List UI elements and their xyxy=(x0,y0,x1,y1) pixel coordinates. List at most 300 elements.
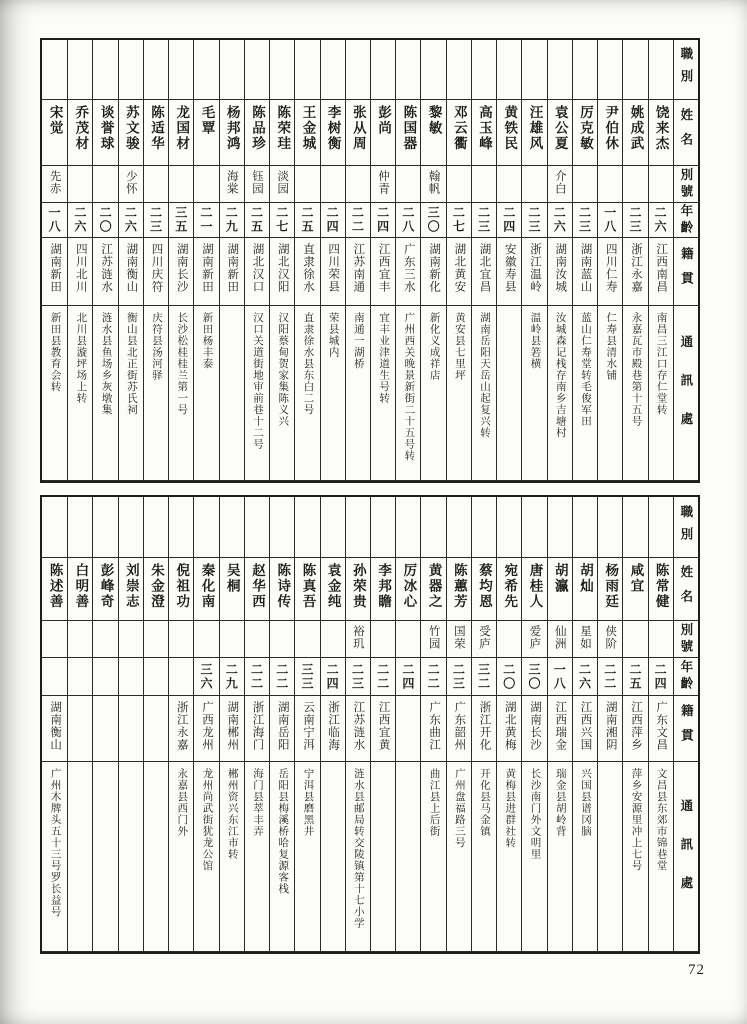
name-cell-text: 邓云衢 xyxy=(451,105,467,152)
age-cell xyxy=(395,658,420,696)
name-cell xyxy=(193,558,218,621)
address-cell-text: 瑞金县胡岭背 xyxy=(554,768,566,837)
age-cell-text: 二三 xyxy=(476,206,491,234)
origin-cell-text: 湖南蓝山 xyxy=(579,243,592,293)
origin-cell xyxy=(244,238,269,306)
name-cell xyxy=(92,100,117,166)
alias-cell xyxy=(143,621,168,658)
origin-cell xyxy=(193,696,218,762)
alias-cell-text: 淡园 xyxy=(276,170,289,195)
address-cell xyxy=(168,306,193,481)
origin-cell-text: 江苏涟水 xyxy=(100,243,113,293)
alias-cell-text: 翰帆 xyxy=(427,170,440,195)
age-cell-text: 二三 xyxy=(577,206,592,234)
job-cell xyxy=(219,497,244,558)
age-cell xyxy=(92,658,117,696)
age-cell xyxy=(294,203,319,238)
alias-cell xyxy=(193,166,218,203)
name-cell-text: 饶来杰 xyxy=(653,105,669,152)
origin-cell xyxy=(168,696,193,762)
age-cell xyxy=(572,203,597,238)
name-cell-text: 陈述善 xyxy=(47,563,63,610)
age-cell xyxy=(67,658,92,696)
alias-cell xyxy=(92,621,117,658)
job-cell xyxy=(420,497,445,558)
name-cell xyxy=(446,558,471,621)
age-cell xyxy=(370,203,395,238)
origin-cell-text: 湖南岳阳 xyxy=(276,701,289,751)
address-cell xyxy=(648,306,673,481)
origin-cell-text: 江西瑞金 xyxy=(554,701,567,751)
name-cell-text: 杨雨廷 xyxy=(603,563,619,610)
origin-cell-text: 江苏涟水 xyxy=(352,701,365,751)
origin-cell xyxy=(496,238,521,306)
origin-cell xyxy=(168,238,193,306)
address-cell-text: 兴国县谱冈脑 xyxy=(579,768,591,837)
name-cell-text: 尹伯休 xyxy=(603,105,619,152)
address-cell-text: 新化义成祥店 xyxy=(428,312,440,381)
row-header-name xyxy=(673,558,698,621)
name-cell xyxy=(395,558,420,621)
name-cell xyxy=(471,100,496,166)
origin-cell-text: 广东曲江 xyxy=(428,701,441,751)
address-cell-text: 黄梅县进群社转 xyxy=(504,768,516,849)
job-cell xyxy=(294,497,319,558)
alias-cell xyxy=(244,621,269,658)
name-cell xyxy=(496,558,521,621)
address-cell xyxy=(219,762,244,952)
name-cell xyxy=(219,558,244,621)
age-cell xyxy=(572,658,597,696)
alias-cell-text: 裕玑 xyxy=(351,625,364,650)
job-cell xyxy=(446,497,471,558)
age-cell xyxy=(269,203,294,238)
alias-cell xyxy=(345,621,370,658)
age-cell xyxy=(471,203,496,238)
job-cell xyxy=(521,497,546,558)
name-cell xyxy=(471,558,496,621)
alias-cell xyxy=(622,621,647,658)
origin-cell xyxy=(118,696,143,762)
alias-cell xyxy=(320,166,345,203)
origin-cell xyxy=(521,238,546,306)
age-cell-text: 二六 xyxy=(577,662,592,691)
name-cell-text: 咸宜 xyxy=(628,563,644,594)
origin-cell xyxy=(648,238,673,306)
name-cell-text: 厉冰心 xyxy=(401,563,417,610)
name-cell xyxy=(370,100,395,166)
origin-cell-text: 广东三水 xyxy=(402,243,415,293)
address-cell-text: 北川县漩坪场上转 xyxy=(75,312,87,404)
name-cell xyxy=(420,558,445,621)
age-cell xyxy=(345,203,370,238)
origin-cell-text: 湖北黄梅 xyxy=(503,701,516,751)
name-cell xyxy=(269,100,294,166)
origin-cell xyxy=(395,696,420,762)
alias-cell xyxy=(42,166,67,203)
address-cell-text: 黄安县七里坪 xyxy=(453,312,465,381)
origin-cell xyxy=(572,696,597,762)
name-cell-text: 黄铁民 xyxy=(502,105,518,152)
name-cell xyxy=(521,100,546,166)
row-header-job xyxy=(673,497,698,558)
age-cell xyxy=(118,203,143,238)
address-cell xyxy=(67,762,92,952)
age-cell xyxy=(244,203,269,238)
address-cell xyxy=(92,306,117,481)
job-cell xyxy=(244,497,269,558)
address-cell xyxy=(471,762,496,952)
alias-cell xyxy=(294,166,319,203)
age-cell xyxy=(446,658,471,696)
job-cell xyxy=(471,40,496,100)
origin-cell-text: 湖南衡山 xyxy=(125,243,138,293)
age-cell xyxy=(420,658,445,696)
age-cell-text: 二七 xyxy=(451,206,466,234)
job-cell xyxy=(193,40,218,100)
address-cell xyxy=(67,306,92,481)
name-cell xyxy=(622,558,647,621)
age-cell-text: 三〇 xyxy=(527,662,542,691)
row-header-age xyxy=(673,658,698,696)
age-cell xyxy=(168,203,193,238)
job-cell xyxy=(622,40,647,100)
name-cell-text: 宛希先 xyxy=(502,563,518,610)
age-cell xyxy=(420,203,445,238)
alias-cell-text: 先赤 xyxy=(48,170,61,195)
name-cell-text: 袁金纯 xyxy=(325,563,341,610)
name-cell xyxy=(572,100,597,166)
address-cell-text: 龙州尚武街犹龙公馆 xyxy=(201,768,213,872)
origin-cell xyxy=(496,696,521,762)
address-cell-text: 永嘉瓦市殿巷第十五号 xyxy=(630,312,642,427)
address-cell-text: 海门县萃丰弄 xyxy=(251,768,263,837)
alias-cell xyxy=(521,166,546,203)
name-cell xyxy=(168,100,193,166)
name-cell-text: 黄器之 xyxy=(426,563,442,610)
origin-cell xyxy=(118,238,143,306)
address-cell xyxy=(420,762,445,952)
origin-cell xyxy=(446,696,471,762)
age-cell-text: 三〇 xyxy=(426,206,441,234)
address-cell xyxy=(471,306,496,481)
age-cell-text: 二三 xyxy=(350,662,365,691)
name-cell-text: 朱金澄 xyxy=(149,563,165,610)
row-header-address xyxy=(673,762,698,952)
age-cell xyxy=(294,658,319,696)
origin-cell-text: 四川北川 xyxy=(74,243,87,293)
name-cell-text: 胡灿 xyxy=(577,563,593,594)
name-cell xyxy=(521,558,546,621)
age-cell xyxy=(219,658,244,696)
alias-cell xyxy=(42,621,67,658)
alias-cell xyxy=(345,166,370,203)
age-cell-text: 二五 xyxy=(249,206,264,234)
name-cell xyxy=(395,100,420,166)
name-cell xyxy=(92,558,117,621)
alias-cell xyxy=(420,166,445,203)
origin-cell xyxy=(521,696,546,762)
address-cell-text: 宜丰业津道生号转 xyxy=(378,312,390,404)
alias-cell-text: 仙洲 xyxy=(553,625,566,650)
address-cell xyxy=(193,762,218,952)
row-header-address xyxy=(673,306,698,481)
name-cell-text: 彭峰奇 xyxy=(98,563,114,610)
address-cell xyxy=(572,762,597,952)
origin-cell xyxy=(547,696,572,762)
alias-cell-text: 少怀 xyxy=(124,170,137,195)
name-cell-text: 陈真吾 xyxy=(300,563,316,610)
name-cell xyxy=(320,100,345,166)
name-cell xyxy=(118,558,143,621)
address-cell xyxy=(496,762,521,952)
alias-cell-text: 钰园 xyxy=(250,170,263,195)
name-cell-text: 唐桂人 xyxy=(527,563,543,610)
address-cell xyxy=(345,762,370,952)
origin-cell xyxy=(370,696,395,762)
page-content xyxy=(40,38,700,954)
address-cell-text: 涟水县邮局转交陵镇第十七小学 xyxy=(352,768,364,929)
address-cell xyxy=(320,762,345,952)
job-cell xyxy=(269,497,294,558)
job-cell xyxy=(168,40,193,100)
job-cell xyxy=(521,40,546,100)
origin-cell xyxy=(67,696,92,762)
origin-cell xyxy=(320,696,345,762)
name-cell xyxy=(597,100,622,166)
origin-cell xyxy=(42,696,67,762)
name-cell-text: 苏文骏 xyxy=(123,105,139,152)
name-cell-text: 黎敏 xyxy=(426,105,442,136)
job-cell xyxy=(219,40,244,100)
job-cell xyxy=(320,40,345,100)
row-header-origin-text: 籍貫 xyxy=(679,247,694,296)
name-cell-text: 高玉峰 xyxy=(477,105,493,152)
alias-cell xyxy=(648,621,673,658)
address-cell-text: 庆符县汤河驿 xyxy=(151,312,163,381)
row-header-alias-text: 別號 xyxy=(678,622,693,656)
alias-cell xyxy=(118,621,143,658)
row-header-age xyxy=(673,203,698,238)
name-cell xyxy=(244,558,269,621)
name-cell-text: 宋觉 xyxy=(47,105,63,136)
row-header-alias-text: 別號 xyxy=(678,167,693,201)
origin-cell xyxy=(244,696,269,762)
age-cell-text: 二六 xyxy=(653,206,668,234)
page-number: 72 xyxy=(688,962,705,978)
alias-cell xyxy=(597,166,622,203)
age-cell-text: 二七 xyxy=(274,206,289,234)
alias-cell xyxy=(370,166,395,203)
origin-cell-text: 湖北宜昌 xyxy=(478,243,491,293)
origin-cell-text: 湖北汉阳 xyxy=(276,243,289,293)
name-cell xyxy=(345,558,370,621)
alias-cell xyxy=(67,166,92,203)
name-cell-text: 杨邦鸿 xyxy=(224,105,240,152)
job-cell xyxy=(648,40,673,100)
name-cell-text: 刘崇志 xyxy=(123,563,139,610)
address-cell xyxy=(547,306,572,481)
age-cell-text: 二三 xyxy=(148,206,163,234)
address-cell xyxy=(622,762,647,952)
age-cell-text: 二六 xyxy=(123,206,138,234)
job-cell xyxy=(572,40,597,100)
age-cell-text: 一八 xyxy=(47,206,62,234)
name-cell xyxy=(370,558,395,621)
age-cell xyxy=(547,658,572,696)
address-cell xyxy=(648,762,673,952)
address-cell xyxy=(42,306,67,481)
alias-cell-text: 国荣 xyxy=(452,625,465,650)
row-header-alias xyxy=(673,166,698,203)
name-cell-text: 陈常健 xyxy=(653,563,669,610)
origin-cell-text: 湖南长沙 xyxy=(175,243,188,293)
address-cell xyxy=(168,762,193,952)
origin-cell xyxy=(547,238,572,306)
job-cell xyxy=(496,40,521,100)
row-header-name-text: 姓名 xyxy=(678,564,693,614)
origin-cell-text: 湖南郴州 xyxy=(226,701,239,751)
roster-table-bottom xyxy=(40,495,700,954)
address-cell-text: 蓝山仁寿堂转毛俊军田 xyxy=(579,312,591,427)
address-cell xyxy=(370,762,395,952)
address-cell xyxy=(244,762,269,952)
name-cell xyxy=(648,100,673,166)
address-cell-text: 长沙南门外文明里 xyxy=(529,768,541,860)
alias-cell xyxy=(471,621,496,658)
age-cell xyxy=(269,658,294,696)
name-cell xyxy=(193,100,218,166)
name-cell-text: 乔茂材 xyxy=(73,105,89,152)
alias-cell xyxy=(547,621,572,658)
origin-cell xyxy=(572,238,597,306)
alias-cell xyxy=(496,166,521,203)
alias-cell xyxy=(92,166,117,203)
age-cell xyxy=(496,658,521,696)
alias-cell xyxy=(471,166,496,203)
address-cell xyxy=(345,306,370,481)
row-header-origin xyxy=(673,696,698,762)
address-cell xyxy=(294,762,319,952)
age-cell xyxy=(143,203,168,238)
address-cell xyxy=(446,762,471,952)
alias-cell-text: 竹园 xyxy=(427,625,440,650)
address-cell-text: 开化县马金镇 xyxy=(479,768,491,837)
address-cell xyxy=(395,762,420,952)
row-header-alias xyxy=(673,621,698,658)
age-cell xyxy=(648,658,673,696)
alias-cell xyxy=(168,621,193,658)
job-cell xyxy=(244,40,269,100)
name-cell-text: 陈国器 xyxy=(401,105,417,152)
origin-cell xyxy=(471,238,496,306)
name-cell xyxy=(547,558,572,621)
job-cell xyxy=(118,40,143,100)
alias-cell xyxy=(294,621,319,658)
origin-cell xyxy=(622,696,647,762)
address-cell xyxy=(269,306,294,481)
origin-cell xyxy=(143,696,168,762)
age-cell-text: 二四 xyxy=(501,206,516,234)
alias-cell-text: 介白 xyxy=(553,170,566,195)
origin-cell xyxy=(420,696,445,762)
name-cell-text: 吴桐 xyxy=(224,563,240,594)
address-cell-text: 汉阳蔡甸贺家集陈义兴 xyxy=(277,312,289,427)
name-cell xyxy=(67,100,92,166)
job-cell xyxy=(320,497,345,558)
address-cell xyxy=(547,762,572,952)
alias-cell-text: 受庐 xyxy=(478,625,491,650)
name-cell-text: 陈蕙芳 xyxy=(451,563,467,610)
origin-cell-text: 湖南湘阴 xyxy=(604,701,617,751)
name-cell-text: 姚成武 xyxy=(628,105,644,152)
name-cell xyxy=(219,100,244,166)
name-cell xyxy=(42,100,67,166)
row-header-address-text: 通訊處 xyxy=(678,335,693,451)
origin-cell-text: 湖南新田 xyxy=(226,243,239,293)
address-cell-text: 汝城森记栈存南乡吉塘村 xyxy=(554,312,566,439)
address-cell xyxy=(118,306,143,481)
row-header-origin xyxy=(673,238,698,306)
origin-cell xyxy=(67,238,92,306)
name-cell-text: 王金城 xyxy=(300,105,316,152)
age-cell-text: 二二 xyxy=(426,662,441,691)
age-cell-text: 二一 xyxy=(199,206,214,234)
address-cell-text: 文昌县东郊市锦巷堂 xyxy=(655,768,667,872)
row-header-name-text: 姓名 xyxy=(678,108,693,157)
address-cell-text: 广州西关晚景新街二十五号转 xyxy=(403,312,415,462)
age-cell-text: 一八 xyxy=(552,662,567,691)
age-cell xyxy=(521,203,546,238)
origin-cell-text: 广西龙州 xyxy=(201,701,214,751)
address-cell-text: 广州木牌头五十三号罗长益号 xyxy=(49,768,61,918)
job-cell xyxy=(193,497,218,558)
alias-cell xyxy=(547,166,572,203)
age-cell xyxy=(648,203,673,238)
name-cell-text: 彭尚 xyxy=(376,105,392,136)
job-cell xyxy=(547,40,572,100)
name-cell-text: 陈品珍 xyxy=(249,105,265,152)
origin-cell xyxy=(320,238,345,306)
job-cell xyxy=(143,497,168,558)
name-cell-text: 谈誉球 xyxy=(98,105,114,152)
name-cell xyxy=(446,100,471,166)
address-cell xyxy=(143,306,168,481)
name-cell-text: 陈适华 xyxy=(149,105,165,152)
alias-cell xyxy=(193,621,218,658)
age-cell-text: 二四 xyxy=(653,662,668,691)
origin-cell xyxy=(92,696,117,762)
alias-cell xyxy=(168,166,193,203)
name-cell xyxy=(320,558,345,621)
age-cell xyxy=(143,658,168,696)
job-cell xyxy=(446,40,471,100)
name-cell xyxy=(67,558,92,621)
row-header-address-text: 通訊處 xyxy=(678,798,693,915)
address-cell xyxy=(496,306,521,481)
age-cell xyxy=(320,203,345,238)
age-cell xyxy=(193,203,218,238)
address-cell-text: 永嘉县西门外 xyxy=(176,768,188,837)
age-cell-text: 二二 xyxy=(375,662,390,691)
address-cell-text: 汉口关道街地审前巷十二号 xyxy=(251,312,263,450)
age-cell-text: 二二 xyxy=(602,662,617,691)
name-cell-text: 汪雄风 xyxy=(527,105,543,152)
alias-cell-text: 侠阶 xyxy=(604,625,617,650)
name-cell-text: 孙荣贵 xyxy=(350,563,366,610)
address-cell-text: 萍乡安源里冲上七号 xyxy=(630,768,642,872)
name-cell-text: 李邦瞻 xyxy=(376,563,392,610)
